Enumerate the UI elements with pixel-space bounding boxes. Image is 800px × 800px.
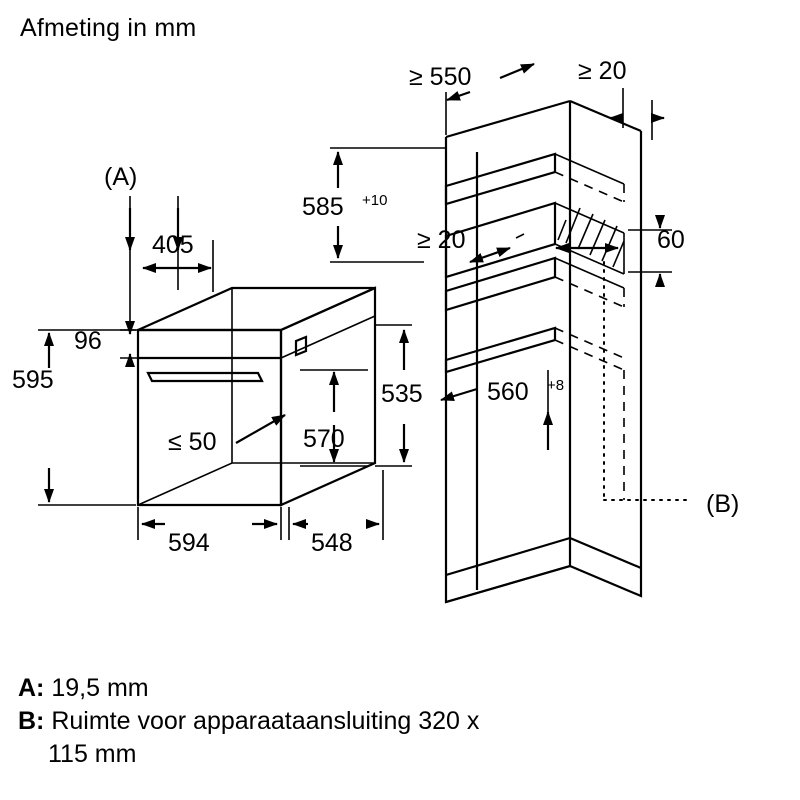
dim-570 <box>300 370 368 466</box>
legend-b-text: Ruimte voor apparaataansluiting 320 x <box>44 707 480 735</box>
label-a: (A) <box>104 163 138 191</box>
page-title: Afmeting in mm <box>20 14 197 42</box>
dim-560-label: 560 <box>487 378 529 406</box>
dim-min-20-top <box>578 57 664 140</box>
legend-b-key: B: <box>18 707 45 735</box>
legend <box>18 672 782 771</box>
legend-row-b <box>18 705 782 738</box>
dim-max-50-label: ≤ 50 <box>168 428 217 456</box>
dim-535-label: 535 <box>381 380 423 408</box>
dim-595-label: 595 <box>12 366 54 394</box>
dim-96 <box>74 322 140 366</box>
legend-a-text: 19,5 mm <box>44 674 149 702</box>
dim-marker-b <box>706 490 739 518</box>
oven-drawing <box>138 288 375 505</box>
dim-405-label: 405 <box>152 231 194 259</box>
dim-min-550-label: ≥ 550 <box>409 63 472 91</box>
dim-585-sup: +10 <box>362 192 388 209</box>
dim-96-label: 96 <box>74 327 102 355</box>
legend-b-text2: 115 mm <box>48 740 137 768</box>
dim-min-20-mid <box>417 226 618 262</box>
dim-594 <box>138 507 281 557</box>
dim-min-20-mid-label: ≥ 20 <box>417 226 466 254</box>
dim-548 <box>289 470 383 557</box>
dim-548-label: 548 <box>311 529 353 557</box>
dim-570-label: 570 <box>303 425 345 453</box>
dim-595 <box>12 330 136 505</box>
dim-max-50 <box>168 415 285 456</box>
dim-min-20-top-label: ≥ 20 <box>578 57 627 85</box>
dim-535 <box>375 325 423 466</box>
dim-60 <box>628 218 685 284</box>
label-b: (B) <box>706 490 740 518</box>
dim-60-label: 60 <box>657 226 685 254</box>
dim-560-sup: +8 <box>547 377 565 394</box>
dim-560 <box>441 370 564 450</box>
dim-594-label: 594 <box>168 529 210 557</box>
dim-min-550 <box>409 63 534 135</box>
cabinet-drawing <box>446 101 690 602</box>
legend-a-key: A: <box>18 674 45 702</box>
dim-585-label: 585 <box>302 193 344 221</box>
legend-row-a <box>18 672 782 705</box>
